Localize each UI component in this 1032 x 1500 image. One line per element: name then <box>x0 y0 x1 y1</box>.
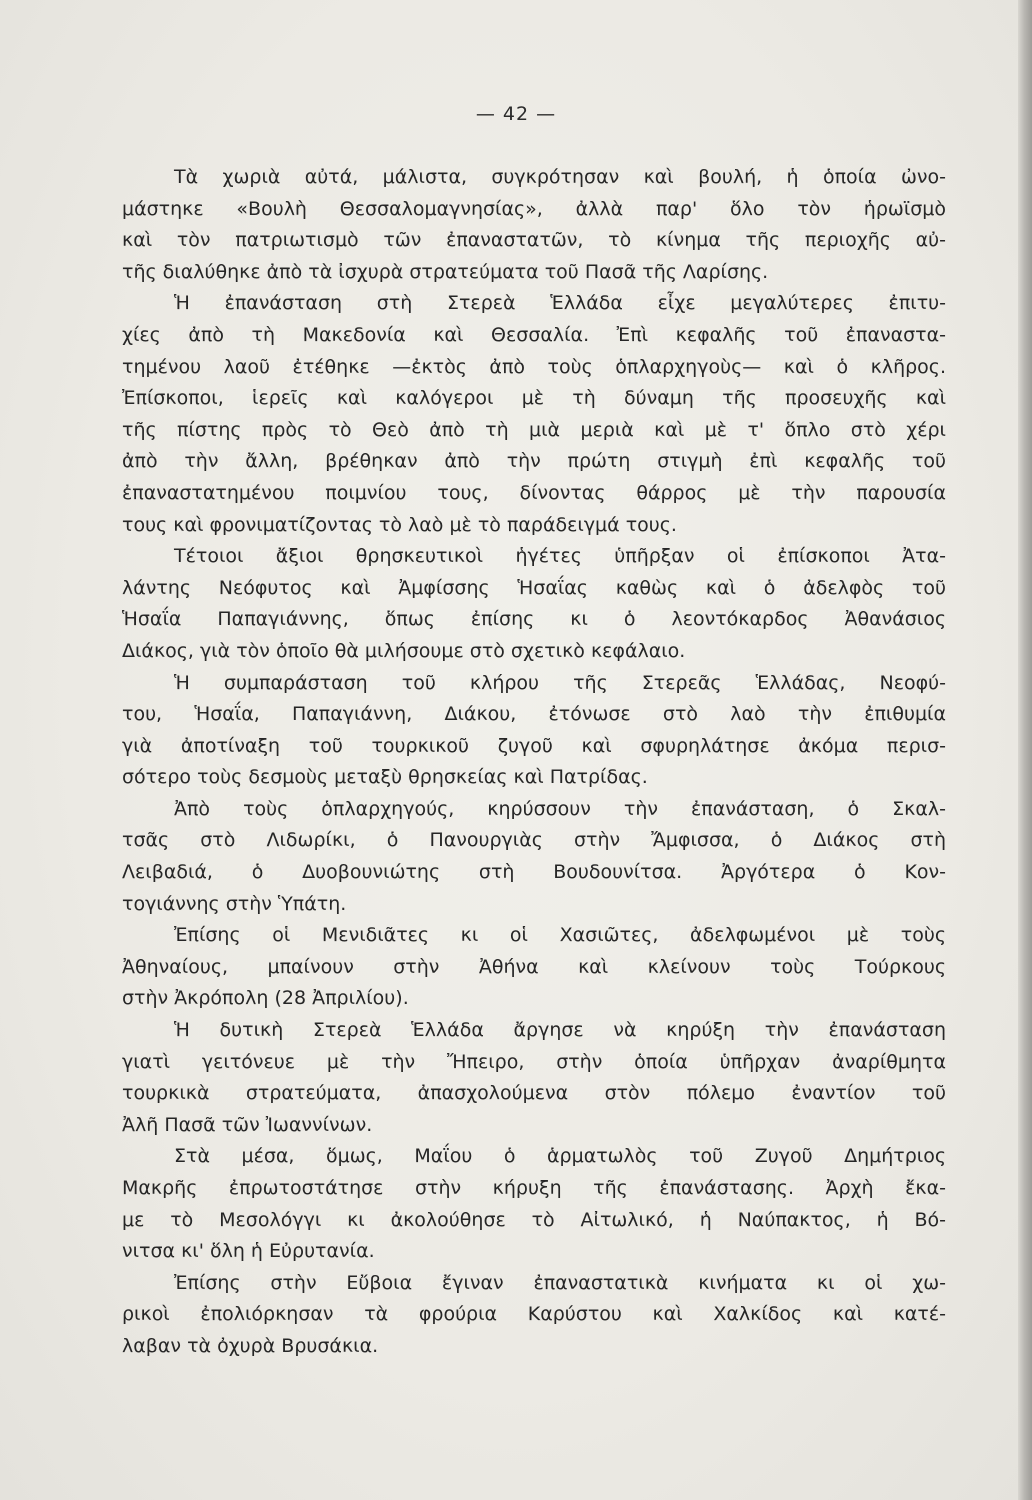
text-line: νιτσα κι' ὅλη ἡ Εὐρυτανία. <box>122 1240 375 1263</box>
text-line: γιατὶ γειτόνευε μὲ τὴν Ἤπειρο, στὴν ὁποία ὑπῆρχαν ἀναρίθμητα <box>122 1050 946 1073</box>
paragraph-4 <box>122 668 946 794</box>
text-line: τῆς πίστης πρὸς τὸ Θεὸ ἀπὸ τὴ μιὰ μεριὰ καὶ μὲ τ' ὅπλο στὸ χέρι <box>122 418 946 441</box>
text-line: τουρκικὰ στρατεύματα, ἀπασχολούμενα στὸν πόλεμο ἐναντίον τοῦ <box>122 1082 946 1105</box>
text-line: Ἡ συμπαράσταση τοῦ κλήρου τῆς Στερεᾶς Ἑλλάδας, Νεοφύ- <box>174 671 946 694</box>
text-line: λαβαν τὰ ὀχυρὰ Βρυσάκια. <box>122 1334 379 1357</box>
text-line: μάστηκε «Βουλὴ Θεσσαλομαγνησίας», ἀλλὰ παρ' ὅλο τὸν ἡρωϊσμὸ <box>122 197 946 220</box>
text-line: καὶ τὸν πατριωτισμὸ τῶν ἐπαναστατῶν, τὸ κίνημα τῆς περιοχῆς αὐ- <box>122 229 946 252</box>
text-line: τογιάννης στὴν Ὑπάτη. <box>122 892 347 915</box>
page-edge-shadow <box>1018 0 1032 1500</box>
text-line: σότερο τοὺς δεσμοὺς μεταξὺ θρησκείας καὶ Πατρίδας. <box>122 766 648 789</box>
page-number: — 42 — <box>475 103 557 125</box>
text-line: Ἡ ἐπανάσταση στὴ Στερεὰ Ἑλλάδα εἶχε μεγαλύτερες ἐπιτυ- <box>174 292 946 315</box>
text-line: γιὰ ἀποτίναξη τοῦ τουρκικοῦ ζυγοῦ καὶ σφυρηλάτησε ἀκόμα περισ- <box>122 734 946 757</box>
paragraph-3 <box>122 541 946 667</box>
text-line: Διάκος, γιὰ τὸν ὁποῖο θὰ μιλήσουμε στὸ σχετικὸ κεφάλαιο. <box>122 639 686 662</box>
text-line: τους καὶ φρονιματίζοντας τὸ λαὸ μὲ τὸ παράδειγμά τους. <box>122 513 677 536</box>
paragraph-2 <box>122 288 946 541</box>
text-line: Ἀθηναίους, μπαίνουν στὴν Ἀθήνα καὶ κλείνουν τοὺς Τούρκους <box>122 955 946 978</box>
text-line: Λειβαδιά, ὁ Δυοβουνιώτης στὴ Βουδουνίτσα. Ἀργότερα ὁ Κον- <box>122 861 946 884</box>
text-line: τῆς διαλύθηκε ἀπὸ τὰ ἰσχυρὰ στρατεύματα τοῦ Πασᾶ τῆς Λαρίσης. <box>122 260 769 283</box>
paragraph-1 <box>122 162 946 288</box>
text-line: Ἡσαΐα Παπαγιάννης, ὅπως ἐπίσης κι ὁ λεοντόκαρδος Ἀθανάσιος <box>122 608 946 631</box>
text-line: Τέτοιοι ἄξιοι θρησκευτικοὶ ἡγέτες ὑπῆρξαν οἱ ἐπίσκοποι Ἀτα- <box>174 545 946 568</box>
text-line: Τὰ χωριὰ αὐτά, μάλιστα, συγκρότησαν καὶ βουλή, ἡ ὁποία ὠνο- <box>174 166 946 188</box>
text-line: τημένου λαοῦ ἐτέθηκε —ἐκτὸς ἀπὸ τοὺς ὁπλαρχηγοὺς— καὶ ὁ κλῆρος. <box>122 355 946 378</box>
text-line: λάντης Νεόφυτος καὶ Ἀμφίσσης Ἡσαΐας καθὼς καὶ ὁ ἀδελφὸς τοῦ <box>122 576 946 599</box>
text-line: Ἐπίσης στὴν Εὔβοια ἔγιναν ἐπαναστατικὰ κινήματα κι οἱ χω- <box>174 1271 946 1294</box>
paragraph-6 <box>122 920 946 1015</box>
text-line: με τὸ Μεσολόγγι κι ἀκολούθησε τὸ Αἰτωλικό, ἡ Ναύπακτος, ἡ Βό- <box>122 1208 946 1231</box>
text-line: Ἡ δυτικὴ Στερεὰ Ἑλλάδα ἄργησε νὰ κηρύξη τὴν ἐπανάσταση <box>174 1019 946 1042</box>
text-line: Ἐπίσκοποι, ἱερεῖς καὶ καλόγεροι μὲ τὴ δύναμη τῆς προσευχῆς καὶ <box>122 387 946 410</box>
text-line: Ἐπίσης οἱ Μενιδιᾶτες κι οἱ Χασιῶτες, ἀδελφωμένοι μὲ τοὺς <box>174 924 946 947</box>
text-line: ρικοὶ ἐπολιόρκησαν τὰ φρούρια Καρύστου καὶ Χαλκίδος καὶ κατέ- <box>122 1303 946 1326</box>
text-line: Ἀπὸ τοὺς ὁπλαρχηγούς, κηρύσσουν τὴν ἐπανάσταση, ὁ Σκαλ- <box>174 797 946 820</box>
text-line: ἐπαναστατημένου ποιμνίου τους, δίνοντας θάρρος μὲ τὴν παρουσία <box>122 481 946 504</box>
text-line: στὴν Ἀκρόπολη (28 Ἀπριλίου). <box>122 987 409 1010</box>
paragraph-5 <box>122 794 946 920</box>
text-line: Ἀλῆ Πασᾶ τῶν Ἰωαννίνων. <box>122 1113 373 1136</box>
text-line: χίες ἀπὸ τὴ Μακεδονία καὶ Θεσσαλία. Ἐπὶ κεφαλῆς τοῦ ἐπαναστα- <box>122 323 946 346</box>
paragraph-8 <box>122 1141 946 1267</box>
paragraph-9 <box>122 1268 946 1363</box>
text-body <box>122 162 946 1363</box>
text-line: τσᾶς στὸ Λιδωρίκι, ὁ Πανουργιὰς στὴν Ἄμφισσα, ὁ Διάκος στὴ <box>122 829 946 852</box>
text-line: Μακρῆς ἐπρωτοστάτησε στὴν κήρυξη τῆς ἐπανάστασης. Ἀρχὴ ἔκα- <box>122 1177 946 1199</box>
text-line: Στὰ μέσα, ὅμως, Μαΐου ὁ ἁρματωλὸς τοῦ Ζυγοῦ Δημήτριος <box>174 1145 946 1168</box>
text-line: ἀπὸ τὴν ἄλλη, βρέθηκαν ἀπὸ τὴν πρώτη στιγμὴ ἐπὶ κεφαλῆς τοῦ <box>122 450 946 473</box>
paragraph-7 <box>122 1015 946 1141</box>
text-line: του, Ἡσαΐα, Παπαγιάννη, Διάκου, ἐτόνωσε στὸ λαὸ τὴν ἐπιθυμία <box>122 703 946 726</box>
